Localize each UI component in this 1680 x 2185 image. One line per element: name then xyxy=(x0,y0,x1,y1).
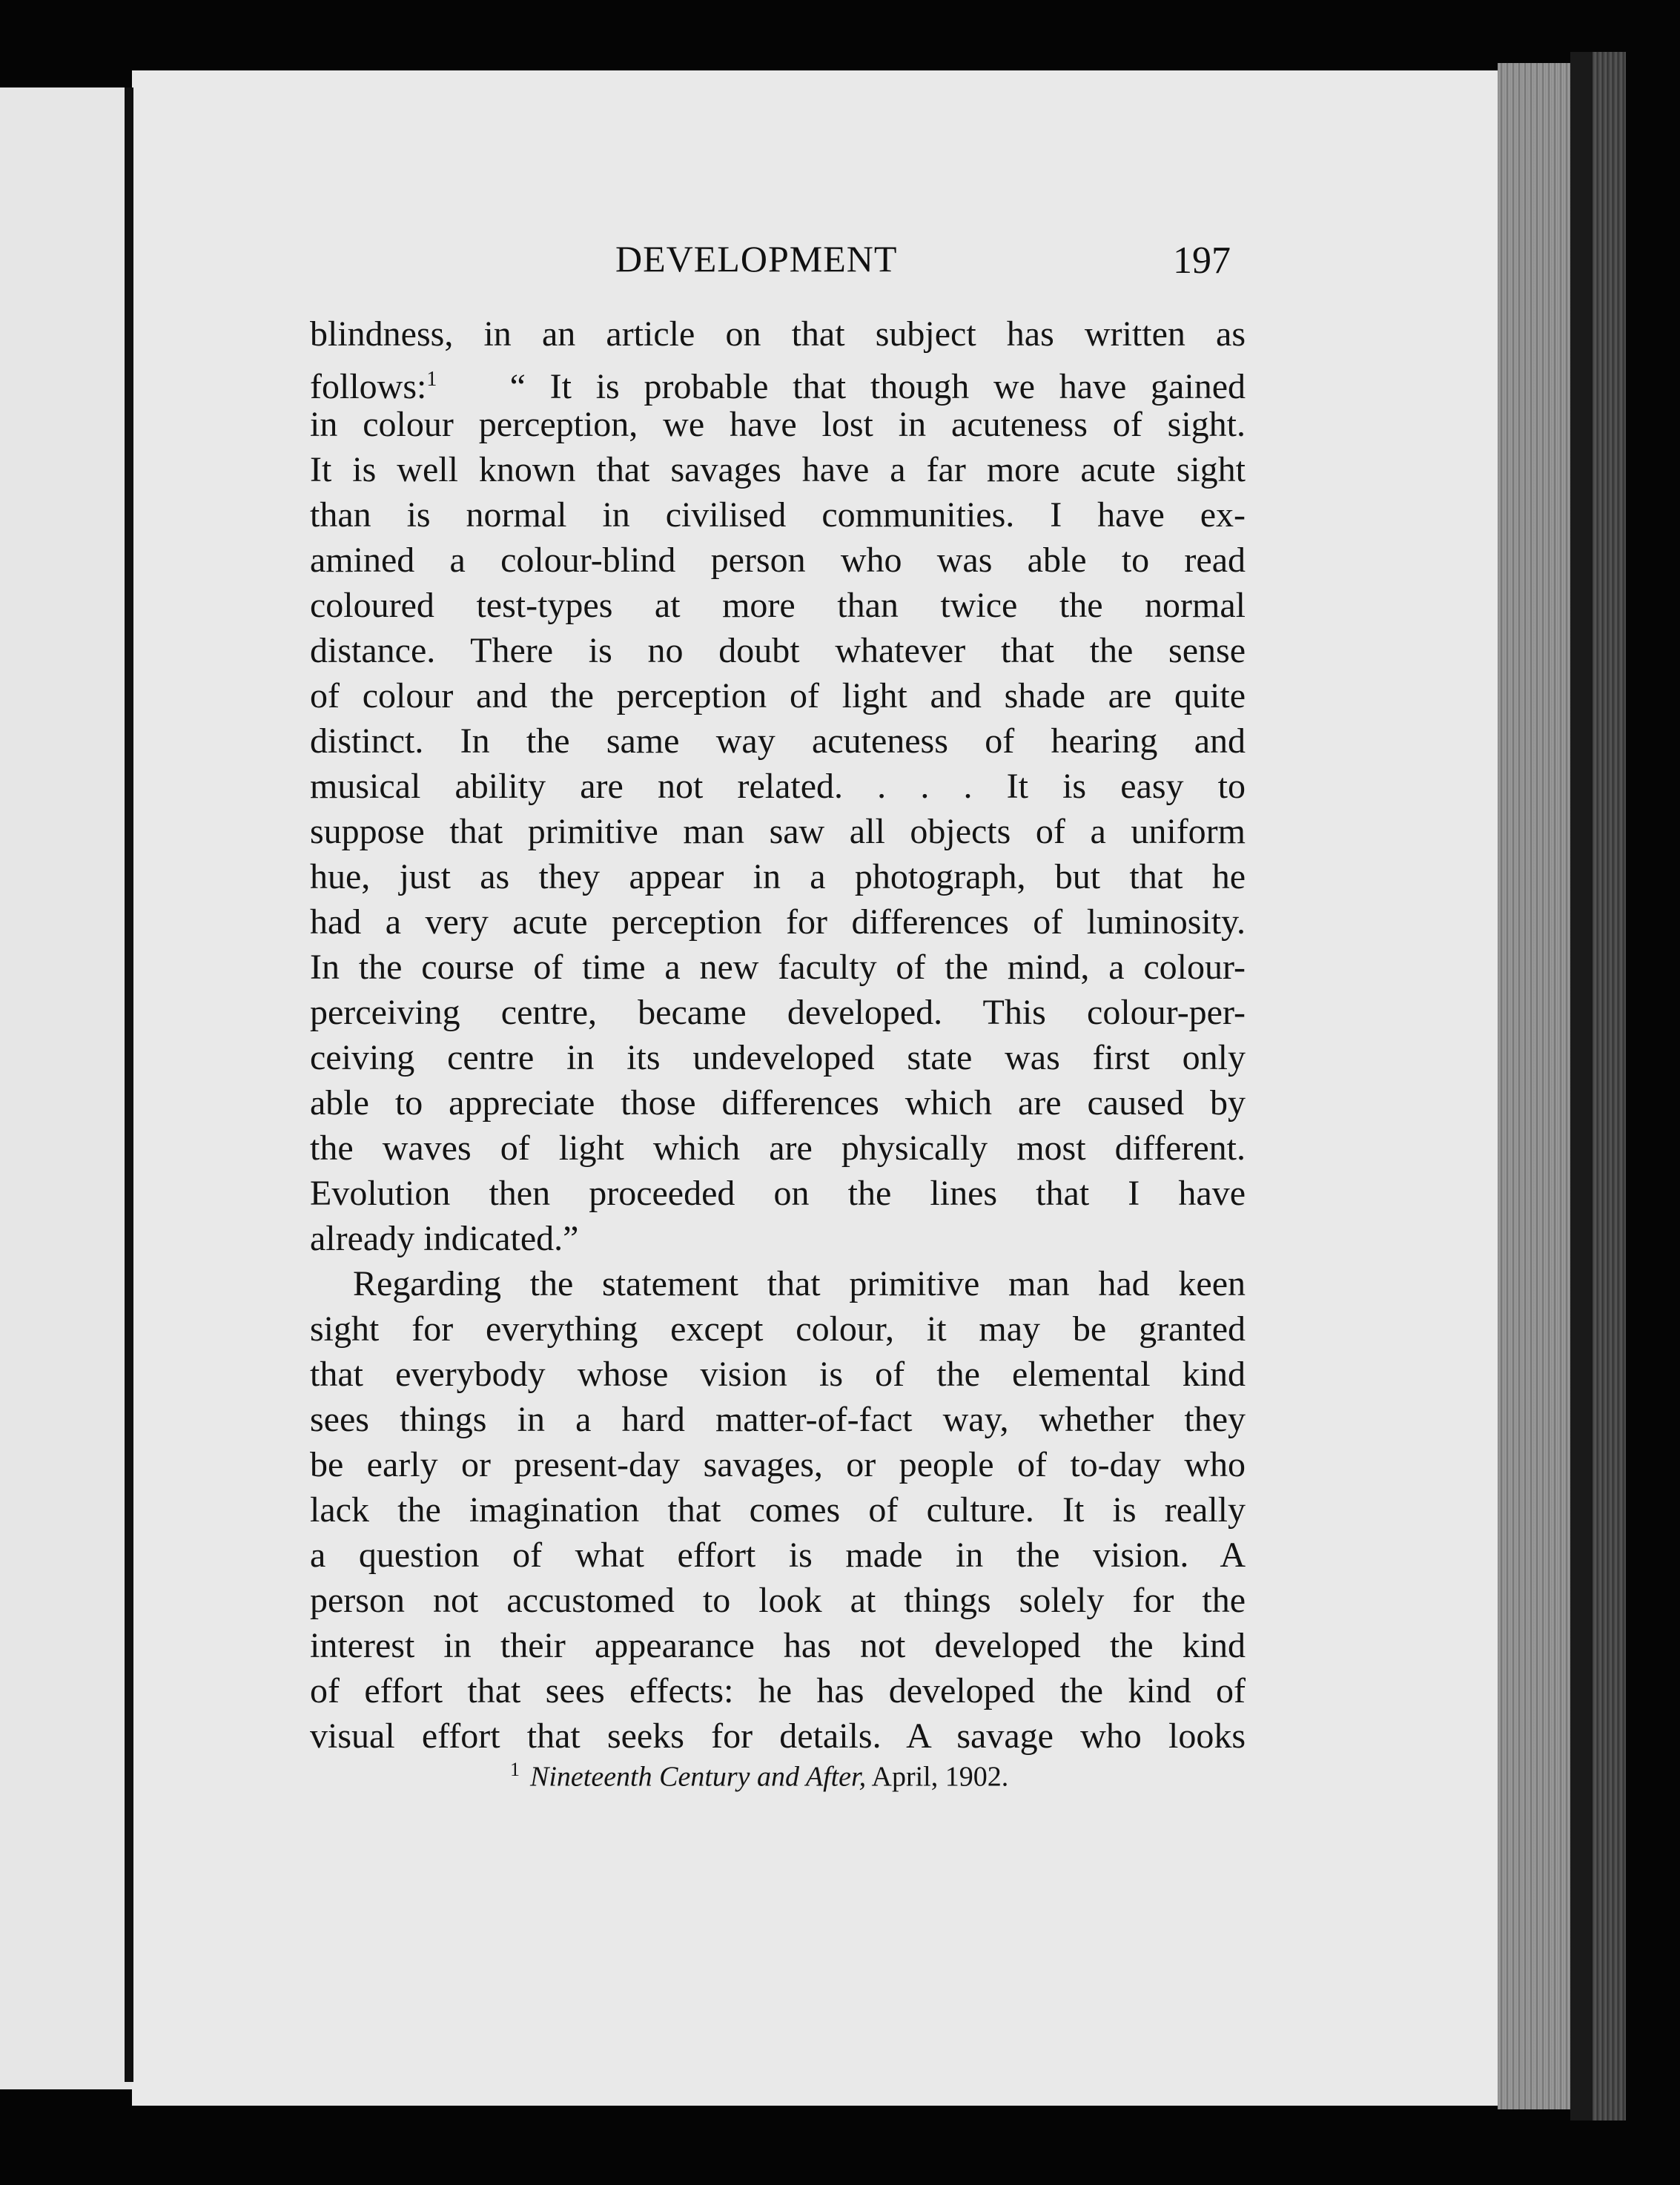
book-cover xyxy=(1570,52,1593,2120)
text-line: sight for everything except colour, it may be granted xyxy=(310,1309,1246,1349)
text-line-rest: “ It is probable that though we have gained xyxy=(509,367,1246,406)
text-line: than is normal in civilised communities. I have ex- xyxy=(310,495,1246,535)
text-line xyxy=(310,357,1246,406)
text-line: in colour perception, we have lost in acuteness of sight. xyxy=(310,405,1246,444)
text-line: sees things in a hard matter-of-fact way, whether they xyxy=(310,1400,1246,1439)
text-line: of effort that sees effects: he has developed the kind of xyxy=(310,1671,1246,1710)
text-line: distance. There is no doubt whatever that the sense xyxy=(310,631,1246,670)
text-line: ceiving centre in its undeveloped state was first only xyxy=(310,1038,1246,1077)
footnote-reference: 1 xyxy=(426,368,437,391)
text-line: amined a colour-blind person who was able to read xyxy=(310,541,1246,580)
text-line: of colour and the perception of light and shade are quite xyxy=(310,676,1246,715)
running-head: DEVELOPMENT xyxy=(615,238,898,280)
page-header xyxy=(311,237,1231,289)
text-line: interest in their appearance has not developed the kind xyxy=(310,1626,1246,1665)
footnote-date: April, 1902. xyxy=(871,1761,1009,1793)
text-line: a question of what effort is made in the vision. A xyxy=(310,1536,1246,1575)
text-line: musical ability are not related. . . . It is easy to xyxy=(310,767,1246,806)
text-line: hue, just as they appear in a photograph, but that he xyxy=(310,857,1246,896)
footnote-title: Nineteenth Century and After, xyxy=(530,1761,867,1793)
text-line: had a very acute perception for differences of luminosity. xyxy=(310,902,1246,942)
left-page-edge xyxy=(0,87,132,2089)
text-line: distinct. In the same way acuteness of hearing and xyxy=(310,721,1246,761)
text-line: able to appreciate those differences which are caused by xyxy=(310,1083,1246,1123)
text-line: person not accustomed to look at things solely for the xyxy=(310,1581,1246,1620)
text-line: suppose that primitive man saw all objects of a uniform xyxy=(310,812,1246,851)
text-line: perceiving centre, became developed. This colour-per- xyxy=(310,993,1246,1032)
footnote xyxy=(510,1759,1008,1794)
text-line: lack the imagination that comes of culture. It is really xyxy=(310,1490,1246,1530)
text-line-start: follows: xyxy=(310,367,427,406)
text-line: coloured test-types at more than twice the normal xyxy=(310,586,1246,625)
page-number: 197 xyxy=(1173,239,1231,282)
text-line: already indicated.” xyxy=(310,1219,579,1258)
page-edges xyxy=(1498,63,1572,2109)
text-line: blindness, in an article on that subject has written as xyxy=(310,314,1246,354)
paragraph-first-line: Regarding the statement that primitive man had keen xyxy=(353,1264,1246,1303)
text-line: the waves of light which are physically most different. xyxy=(310,1128,1246,1168)
text-line: visual effort that seeks for details. A savage who looks xyxy=(310,1716,1246,1756)
text-line: In the course of time a new faculty of the mind, a colour- xyxy=(310,948,1246,987)
text-line: It is well known that savages have a far more acute sight xyxy=(310,450,1246,489)
text-line: Evolution then proceeded on the lines that I have xyxy=(310,1174,1246,1213)
body-text xyxy=(310,311,1246,1759)
footnote-mark: 1 xyxy=(510,1759,520,1780)
book-gutter xyxy=(125,87,133,2082)
text-line: be early or present-day savages, or people of to-day who xyxy=(310,1445,1246,1484)
text-line: that everybody whose vision is of the elemental kind xyxy=(310,1355,1246,1394)
cover-edge xyxy=(1593,52,1626,2120)
